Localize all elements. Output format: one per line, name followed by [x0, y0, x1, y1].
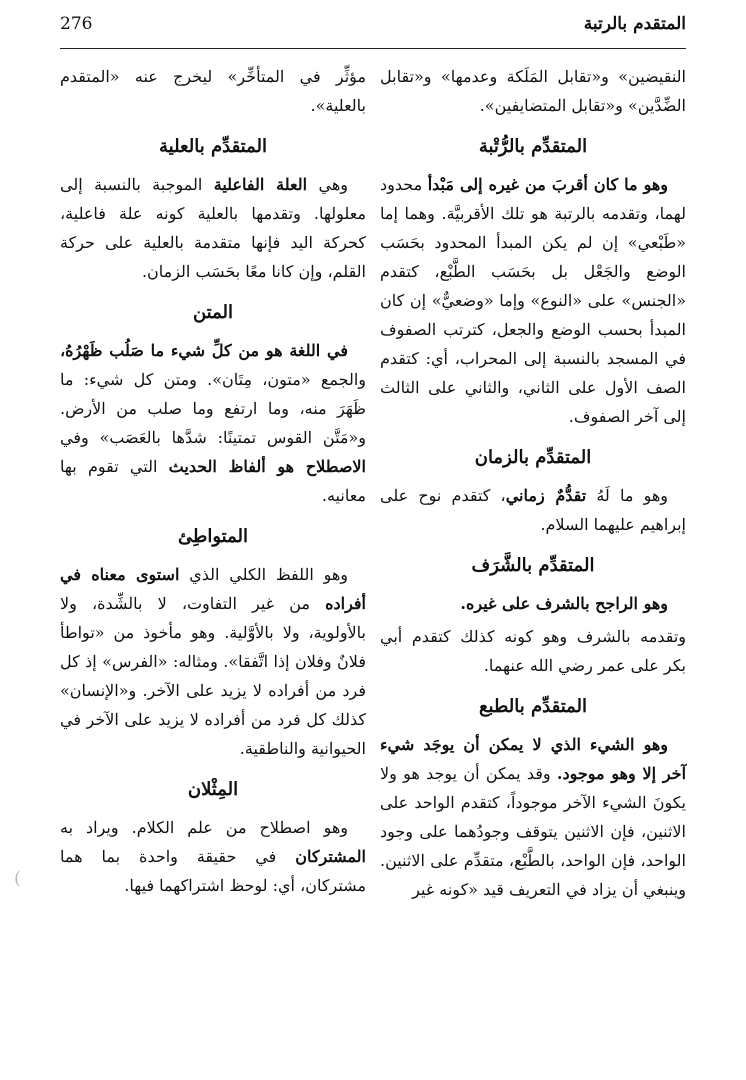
definition-paragraph	[380, 730, 686, 904]
definition-text: في حقيقة واحدة بما هما مشتركان، أي: لوحظ اشتراكهما فيها.	[60, 847, 366, 895]
section-heading: المتقدِّم بالشَّرَف	[471, 555, 595, 576]
definition-paragraph	[60, 336, 366, 510]
definition-text: وهي	[307, 175, 349, 194]
definition-text: ، كتقدم نوح على إبراهيم عليهما السلام.	[380, 486, 686, 534]
section-heading: المتواطِئ	[178, 526, 248, 547]
section-heading: المتقدِّم بالطبع	[478, 696, 588, 717]
left-column	[60, 62, 366, 904]
definition-text: وتقدمه بالشرف وهو كونه كذلك كتقدم أبي بكر على عمر رضي الله عنهما.	[380, 627, 686, 675]
definition-bold: المشتركان	[295, 847, 366, 866]
definition-text: التي تقوم بها معانيه.	[60, 457, 366, 505]
definition-bold: الاصطلاح هو ألفاظ الحديث	[168, 457, 366, 476]
continuation-text: النقيضين» و«تقابل المَلَكة وعدمها» و«تقابل الضِّدَّين» و«تقابل المتضايفين».	[380, 67, 686, 115]
definition-text: محدود لهما، وتقدمه بالرتبة هو تلك الأقربيَّة. وهما إما «طَبْعي» إن لم يكن المبدأ المحدود بحَسَب الوضع والجَعْل بل بحَسَب الطَّبْع، كتقدم «الجنس» على «النوع» وإما «وضعيٌّ» إن كان المبدأ بحسب الوضع والجعل، كترتب الصفوف في المسجد بالنسبة إلى المحراب، أي: كتقدم الصف الأول على الثاني، والثاني على الثالث إلى آخر الصفوف.	[380, 175, 686, 426]
margin-mark: (	[14, 868, 22, 889]
definition-bold: استوى معناه في أفراده	[60, 565, 366, 613]
definition-text: والجمع «متون، مِتَان». ومتن كل شيء: ما ظَهَرَ منه، وما ارتفع وما صلب من الأرض. و«مَتَّن القوس تمتينًا: شدَّها بالعَصَب» وفي	[60, 370, 366, 447]
definition-paragraph	[60, 170, 366, 286]
running-title: المتقدم بالرتبة	[583, 14, 686, 34]
definition-bold: العلة الفاعلية	[213, 175, 308, 194]
header-rule	[60, 48, 686, 49]
definition-text: من غير التفاوت، لا بالشِّدة، ولا بالأولوية، ولا بالأوَّلية. وهو مأخوذ من «تواطأ فلانٌ وفلان إذا اتَّفقا». ومثاله: «الفرس» إذ كل فرد من أفراده لا يزيد على الآخر. و«الإنسان» كذلك كل فرد من أفراده لا يزيد على الآخر في الحيوانية والناطقية.	[60, 594, 366, 758]
section-heading: المتقدِّم بالعلية	[159, 136, 267, 157]
definition-text: وهو اصطلاح من علم الكلام. ويراد به	[60, 818, 348, 837]
definition-bold: تقدُّمٌ زماني	[505, 486, 587, 505]
page-header	[60, 14, 686, 44]
definition-text: وهو ما لَهُ	[586, 486, 668, 505]
definition-text: الموجبة بالنسبة إلى معلولها. وتقدمها بالعلية كونه علة فاعلية، كحركة اليد فإنها متقدمة بالعلية على حركة القلم، وإن كانا معًا بحَسَب الزمان.	[60, 175, 366, 281]
definition-bold: وهو الشيء الذي لا يمكن أن يوجَد شيء آخر إلا وهو موجود.	[380, 735, 687, 783]
definition-bold: في اللغة هو من كلِّ شيء ما صَلُب ظَهْرُهُ،	[60, 341, 348, 360]
definition-paragraph	[60, 813, 366, 900]
section-heading: المتقدِّم بالرُّتْبة	[478, 136, 588, 157]
section-heading: المتقدِّم بالزمان	[474, 447, 592, 468]
definition-paragraph	[60, 560, 366, 763]
definition-paragraph	[380, 589, 686, 618]
definition-bold: وهو ما كان أقربَ من غيره إلى مَبْدأ	[427, 175, 668, 194]
right-column	[380, 62, 686, 908]
definition-bold: وهو الراجح بالشرف على غيره.	[460, 594, 668, 613]
section-heading: المِثْلان	[187, 779, 239, 800]
definition-paragraph	[380, 481, 686, 539]
definition-text: وقد يمكن أن يوجد هو ولا يكونَ الشيء الآخر موجوداً، كتقدم الواحد على الاثنين، فإن الاثنين يتوقف وجودُهما على وجود الواحد، فإن الواحد، بالطَّبْع، متقدِّم على الاثنين. وينبغي أن يزاد في التعريف قيد «كونه غير	[380, 764, 686, 899]
continuation-text: مؤثِّر في المتأخِّر» ليخرج عنه «المتقدم بالعلية».	[60, 67, 366, 115]
definition-paragraph	[380, 170, 686, 431]
section-heading: المتن	[192, 302, 234, 323]
definition-text: وهو اللفظ الكلي الذي	[179, 565, 349, 584]
page-number: 276	[60, 14, 93, 34]
